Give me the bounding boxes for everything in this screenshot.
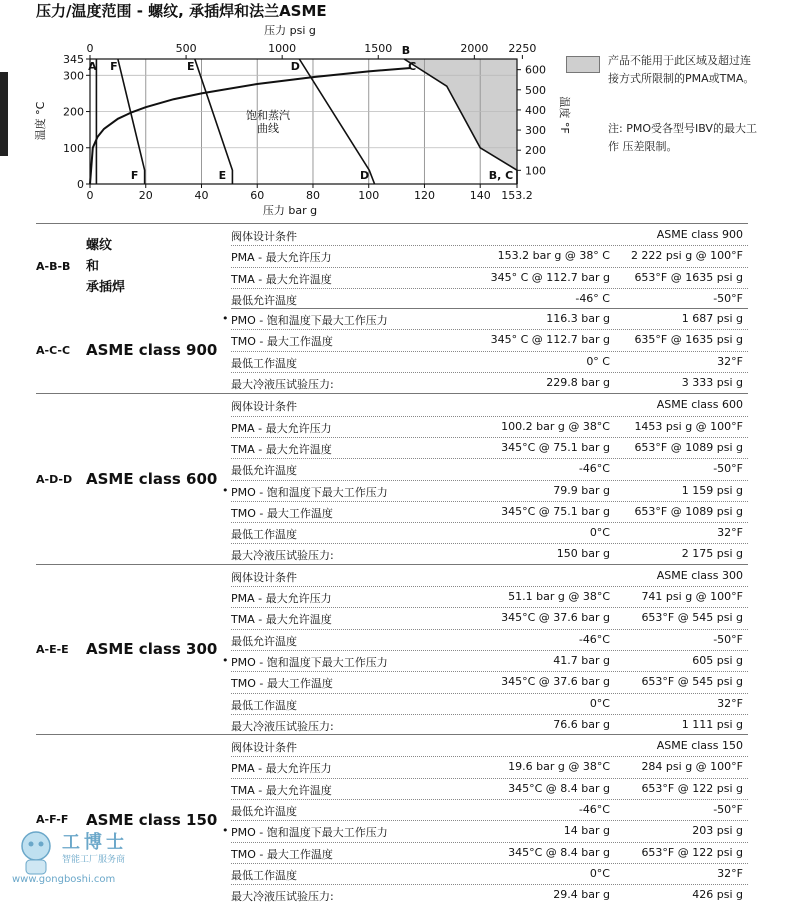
table-row — [231, 416, 748, 438]
legend-note: 注: PMO受各型号IBV的最大工作 压差限制。 — [608, 122, 757, 153]
table-row — [231, 863, 748, 885]
table-row — [231, 799, 748, 821]
line-bottom-label: D — [360, 169, 370, 182]
bottom-tick-label: 100 — [358, 189, 380, 202]
row-value-imperial: -50°F — [713, 803, 743, 817]
table-row — [231, 778, 748, 800]
bottom-tick-label: 60 — [250, 189, 265, 202]
row-label: TMO - 最大工作温度 — [231, 335, 333, 349]
row-value-imperial: ASME class 600 — [656, 398, 743, 412]
row-value-imperial: 203 psi g — [692, 824, 743, 838]
spec-group — [36, 223, 748, 309]
row-value-metric: 150 bar g — [556, 547, 610, 561]
row-value-imperial: -50°F — [713, 291, 743, 305]
row-value-imperial: 1 159 psi g — [681, 483, 743, 497]
row-label: 最低工作温度 — [231, 528, 297, 542]
right-tick-label: 100 — [525, 164, 546, 178]
group-name-line: ASME class 600 — [86, 470, 218, 489]
bottom-tick-label: 20 — [138, 189, 153, 202]
row-value-metric: 0°C — [589, 866, 610, 880]
row-value-imperial: 653°F @ 122 psi g — [641, 845, 743, 859]
group-code: A-E-E — [36, 642, 69, 656]
table-row — [231, 756, 748, 778]
page-title: 压力/温度范围 - 螺纹, 承插焊和法兰ASME — [36, 2, 327, 20]
row-value-metric: 0°C — [589, 696, 610, 710]
table-row — [231, 842, 748, 864]
top-tick-label: 2000 — [460, 42, 489, 55]
group-name — [86, 340, 217, 361]
row-value-imperial: ASME class 150 — [656, 739, 743, 753]
row-value-metric: 79.9 bar g — [553, 483, 610, 497]
row-label: PMA - 最大允许压力 — [231, 421, 332, 435]
table-row — [231, 267, 748, 289]
line-bottom-label: F — [130, 169, 139, 182]
group-name-line: ASME class 300 — [86, 640, 218, 659]
table-row — [231, 565, 748, 587]
table-row — [231, 245, 748, 267]
row-bullet: • — [222, 824, 229, 838]
row-value-imperial: 32°F — [717, 526, 743, 540]
point-label-b: B — [401, 44, 411, 57]
table-row — [222, 308, 748, 330]
table-row — [222, 650, 748, 672]
spec-group — [36, 564, 748, 735]
row-label: 最低允许温度 — [231, 805, 297, 819]
table-row — [222, 480, 748, 502]
right-tick-label: 600 — [525, 63, 546, 77]
top-axis-label: 压力 psi g — [264, 24, 316, 37]
right-tick-label: 300 — [525, 124, 546, 138]
row-value-metric: 153.2 bar g @ 38° C — [497, 249, 610, 263]
row-value-imperial: -50°F — [713, 462, 743, 476]
row-value-metric: 0°C — [589, 526, 610, 540]
right-tick-label: 400 — [525, 103, 546, 117]
row-value-metric: 345° C @ 112.7 bar g — [490, 333, 610, 347]
limit-line-D — [299, 59, 374, 184]
right-tick-label: 200 — [525, 144, 546, 158]
table-row — [231, 629, 748, 651]
bottom-tick-label: 120 — [413, 189, 435, 202]
group-name-line: ASME class 150 — [86, 810, 218, 829]
row-label: PMO - 饱和温度下最大工作压力 — [231, 314, 388, 328]
line-bottom-label: E — [218, 169, 227, 182]
line-top-label: F — [110, 60, 118, 73]
top-tick-label: 500 — [175, 42, 197, 55]
row-label: 最低允许温度 — [231, 293, 297, 307]
row-value-imperial: 653°F @ 122 psi g — [641, 781, 743, 795]
table-row — [231, 543, 748, 564]
group-code: A-D-D — [36, 472, 73, 486]
watermark-subtitle: 智能工厂服务商 — [62, 855, 126, 865]
row-label: PMA - 最大允许压力 — [231, 251, 332, 265]
row-value-metric: 345°C @ 75.1 bar g — [501, 504, 610, 518]
spec-group — [36, 308, 748, 393]
table-row — [231, 671, 748, 693]
row-label: 最大冷液压试验压力: — [231, 719, 334, 733]
row-label: TMA - 最大允许温度 — [231, 442, 332, 456]
line-bottom-label: B, C — [488, 169, 514, 182]
bottom-tick-label: 153.2 — [501, 189, 533, 202]
row-value-imperial: 284 psi g @ 100°F — [641, 760, 743, 774]
row-label: 最低工作温度 — [231, 868, 297, 882]
row-value-imperial: 3 333 psi g — [681, 376, 743, 390]
row-value-imperial: ASME class 900 — [656, 228, 743, 241]
table-row — [231, 224, 748, 246]
row-value-metric: -46°C — [578, 803, 610, 817]
row-value-metric: 0° C — [586, 354, 610, 368]
table-row — [231, 501, 748, 523]
table-row — [231, 693, 748, 715]
table-row — [231, 329, 748, 351]
group-name — [86, 469, 217, 490]
table-row — [231, 458, 748, 480]
table-row — [231, 735, 748, 757]
row-value-metric: 41.7 bar g — [553, 653, 610, 667]
group-name — [86, 639, 217, 660]
left-tick-label: 100 — [63, 141, 84, 155]
group-name-line: 和 — [86, 259, 100, 275]
row-value-imperial: 653°F @ 545 psi g — [641, 611, 743, 625]
row-label: 最低工作温度 — [231, 698, 297, 712]
row-value-imperial: 741 psi g @ 100°F — [641, 590, 743, 604]
table-row — [231, 884, 748, 905]
row-value-imperial: 2 175 psi g — [681, 547, 743, 561]
group-name — [86, 235, 125, 298]
row-value-metric: 345°C @ 8.4 bar g — [508, 781, 610, 795]
row-value-imperial: 2 222 psi g @ 100°F — [630, 249, 743, 263]
watermark-title: 工博士 — [62, 832, 128, 853]
row-label: TMO - 最大工作温度 — [231, 506, 333, 520]
row-value-imperial: 32°F — [717, 866, 743, 880]
legend-shaded-text: 产品不能用于此区域及超过连接方式所限制的PMA或TMA。 — [608, 54, 755, 85]
table-row — [231, 351, 748, 373]
row-value-metric: 76.6 bar g — [553, 717, 610, 731]
row-value-metric: -46°C — [578, 632, 610, 646]
group-name-line: 螺纹 — [86, 238, 113, 254]
table-row — [231, 437, 748, 459]
limit-line-E — [195, 59, 233, 184]
line-top-label: C — [408, 60, 417, 73]
bottom-tick-label: 40 — [194, 189, 209, 202]
row-label: 最低工作温度 — [231, 356, 297, 370]
row-label: TMA - 最大允许温度 — [231, 613, 332, 627]
row-value-imperial: 1 687 psi g — [681, 312, 743, 326]
bottom-tick-label: 140 — [469, 189, 491, 202]
bottom-axis-label: 压力 bar g — [262, 204, 318, 217]
row-value-imperial: 1 111 psi g — [681, 717, 743, 731]
spec-group — [36, 393, 748, 564]
row-value-imperial: 32°F — [717, 696, 743, 710]
row-value-imperial: 653°F @ 1635 psi g — [634, 270, 743, 284]
row-value-imperial: 653°F @ 1089 psi g — [634, 440, 743, 454]
limit-line-F — [118, 59, 145, 184]
top-tick-label: 2250 — [508, 42, 537, 55]
row-value-imperial: 426 psi g — [692, 888, 743, 902]
row-value-imperial: 32°F — [717, 354, 743, 368]
row-value-metric: 229.8 bar g — [546, 376, 610, 390]
top-tick-label: 1500 — [364, 42, 393, 55]
row-label: 阀体设计条件 — [231, 570, 297, 584]
table-row — [231, 607, 748, 629]
row-value-metric: 51.1 bar g @ 38°C — [508, 590, 610, 604]
group-code: A-B-B — [36, 259, 71, 273]
group-code: A-C-C — [36, 343, 71, 357]
right-axis-label: 温度 °F — [558, 96, 571, 134]
row-value-metric: 345°C @ 8.4 bar g — [508, 845, 610, 859]
row-value-imperial: -50°F — [713, 632, 743, 646]
row-value-imperial: ASME class 300 — [656, 568, 743, 582]
row-label: PMA - 最大允许压力 — [231, 762, 332, 776]
row-label: 阀体设计条件 — [231, 400, 297, 414]
row-label: 最大冷液压试验压力: — [231, 890, 334, 904]
left-tick-label: 0 — [77, 178, 84, 191]
saturation-curve — [90, 68, 411, 184]
line-top-label: E — [187, 60, 195, 73]
row-label: 阀体设计条件 — [231, 741, 297, 755]
row-value-imperial: 605 psi g — [692, 653, 743, 667]
group-name-line: ASME class 900 — [86, 341, 218, 360]
saturation-curve-label: 饱和蒸汽 — [246, 109, 290, 122]
row-value-imperial: 653°F @ 545 psi g — [641, 675, 743, 689]
table-row — [231, 288, 748, 309]
bottom-tick-label: 0 — [86, 189, 94, 202]
row-label: TMO - 最大工作温度 — [231, 847, 333, 861]
left-tick-label: 300 — [63, 69, 84, 83]
row-value-metric: 345° C @ 112.7 bar g — [490, 270, 610, 284]
row-label: TMO - 最大工作温度 — [231, 677, 333, 691]
row-value-metric: -46°C — [578, 462, 610, 476]
row-value-metric: 345°C @ 37.6 bar g — [501, 611, 610, 625]
row-value-metric: 14 bar g — [563, 824, 610, 838]
row-label: PMO - 饱和温度下最大工作压力 — [231, 826, 388, 840]
table-row — [231, 522, 748, 544]
row-value-imperial: 1453 psi g @ 100°F — [634, 419, 743, 433]
row-label: TMA - 最大允许温度 — [231, 783, 332, 797]
row-bullet: • — [222, 312, 229, 326]
table-row — [231, 372, 748, 393]
row-value-imperial: 653°F @ 1089 psi g — [634, 504, 743, 518]
row-label: PMO - 饱和温度下最大工作压力 — [231, 655, 388, 669]
row-label: PMO - 饱和温度下最大工作压力 — [231, 485, 388, 499]
row-value-metric: 116.3 bar g — [546, 312, 610, 326]
row-bullet: • — [222, 483, 229, 497]
watermark-url: www.gongboshi.com — [12, 874, 116, 885]
row-value-metric: 29.4 bar g — [553, 888, 610, 902]
top-tick-label: 1000 — [268, 42, 297, 55]
row-label: TMA - 最大允许温度 — [231, 272, 332, 286]
bottom-tick-label: 80 — [305, 189, 320, 202]
row-label: 最大冷液压试验压力: — [231, 378, 334, 392]
group-name-line: 承插焊 — [86, 280, 126, 296]
row-value-metric: 345°C @ 37.6 bar g — [501, 675, 610, 689]
row-label: 阀体设计条件 — [231, 230, 297, 243]
table-row — [231, 714, 748, 735]
line-top-label: A — [88, 60, 97, 73]
row-value-metric: 345°C @ 75.1 bar g — [501, 440, 610, 454]
table-row — [231, 394, 748, 416]
row-value-metric: 100.2 bar g @ 38°C — [501, 419, 610, 433]
legend-shaded-swatch — [566, 56, 600, 73]
row-label: 最低允许温度 — [231, 634, 297, 648]
left-tick-label: 345 — [63, 53, 84, 66]
row-value-imperial: 635°F @ 1635 psi g — [634, 333, 743, 347]
row-label: 最大冷液压试验压力: — [231, 549, 334, 563]
line-top-label: D — [290, 60, 300, 73]
spec-group — [36, 734, 748, 905]
table-row — [231, 586, 748, 608]
row-value-metric: 19.6 bar g @ 38°C — [508, 760, 610, 774]
pressure-temperature-chart — [0, 0, 787, 222]
table-row — [222, 820, 748, 842]
left-tick-label: 200 — [63, 105, 84, 119]
row-label: PMA - 最大允许压力 — [231, 592, 332, 606]
top-tick-label: 0 — [86, 42, 94, 55]
left-axis-label: 温度 °C — [34, 101, 47, 141]
saturation-curve-label: 曲线 — [257, 122, 279, 135]
row-bullet: • — [222, 653, 229, 667]
row-value-metric: -46° C — [575, 291, 610, 305]
group-code: A-F-F — [36, 813, 69, 827]
row-label: 最低允许温度 — [231, 464, 297, 478]
right-tick-label: 500 — [525, 83, 546, 97]
